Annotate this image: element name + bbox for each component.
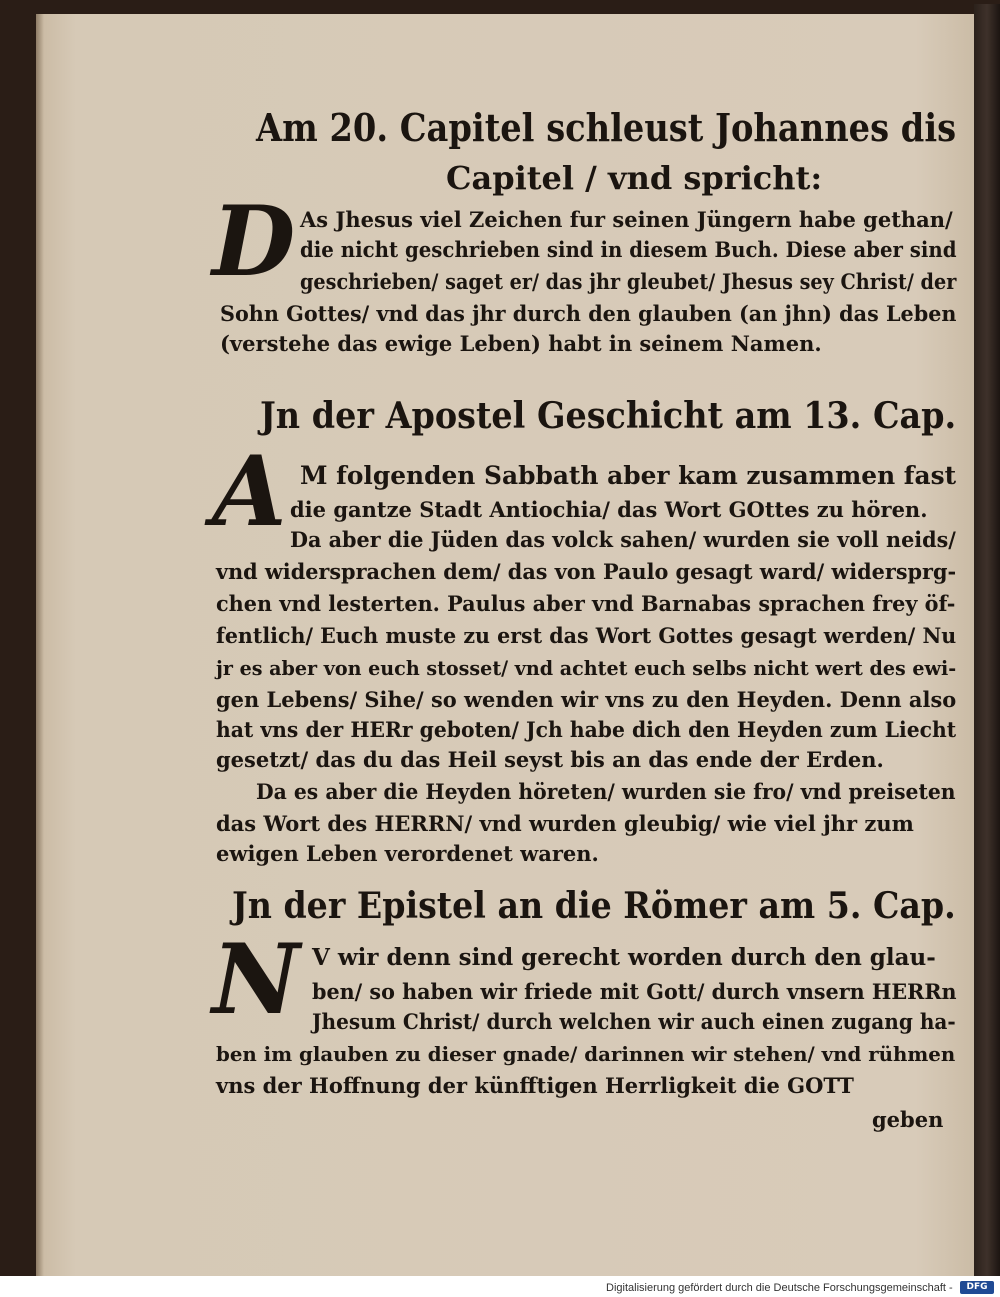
para2-line-1: M folgenden Sabbath aber kam zusammen fast [300, 461, 957, 490]
para2-line-8: gen Lebens/ Sihe/ so wenden wir vns zu den Heyden. Denn also [216, 687, 957, 712]
para2-line-10: gesetzt/ das du das Heil seyst bis an das ende der Erden. [216, 747, 884, 772]
para1-line-2: die nicht geschrieben sind in diesem Buch. Diese aber sind [300, 237, 957, 262]
heading-chapter-20-line-2: Capitel / vnd spricht: [446, 159, 823, 197]
drop-initial-a: A [212, 435, 287, 548]
para3-line-3: ewigen Leben verordenet waren. [216, 841, 599, 866]
para3-line-2: das Wort des HERRN/ vnd wurden gleubig/ wie viel jhr zum [216, 811, 914, 836]
heading-acts-13: Jn der Apostel Geschicht am 13. Cap. [260, 395, 957, 437]
para3-line-1: Da es aber die Heyden höreten/ wurden sie fro/ vnd preiseten [256, 779, 956, 804]
page-gutter-shadow [36, 14, 44, 1276]
para2-line-3: Da aber die Jüden das volck sahen/ wurden sie voll neids/ [290, 527, 956, 552]
para1-line-1: As Jhesus viel Zeichen fur seinen Jüngern habe gethan/ [300, 207, 953, 232]
digitization-credit: Digitalisierung gefördert durch die Deutsche Forschungsgemeinschaft - [606, 1282, 953, 1294]
para1-line-3: geschrieben/ saget er/ das jhr gleubet/ Jhesus sey Christ/ der [300, 269, 957, 294]
para1-line-5: (verstehe das ewige Leben) habt in seinem Namen. [220, 331, 822, 356]
para2-line-5: chen vnd lesterten. Paulus aber vnd Barnabas sprachen frey öf- [216, 591, 956, 616]
para2-line-4: vnd widersprachen dem/ das von Paulo gesagt ward/ widersprg- [216, 559, 957, 584]
heading-romans-5: Jn der Epistel an die Römer am 5. Cap. [232, 885, 956, 927]
para4-line-4: ben im glauben zu dieser gnade/ darinnen wir stehen/ vnd rühmen [216, 1042, 956, 1066]
para2-line-6: fentlich/ Euch muste zu erst das Wort Gottes gesagt werden/ Nu [216, 623, 957, 648]
heading-chapter-20-line-1: Am 20. Capitel schleust Johannes dis [256, 105, 957, 150]
drop-initial-d: D [212, 185, 296, 298]
para4-line-1: V wir denn sind gerecht worden durch den glau- [312, 944, 936, 971]
dfg-logo: DFG [960, 1281, 994, 1294]
para4-line-3: Jhesum Christ/ durch welchen wir auch einen zugang ha- [312, 1009, 956, 1034]
book-page [36, 14, 974, 1276]
para4-line-5: vns der Hoffnung der künfftigen Herrligkeit die GOTT [216, 1073, 854, 1098]
drop-initial-n: N [212, 923, 300, 1036]
para2-line-9: hat vns der HERr geboten/ Jch habe dich den Heyden zum Liecht [216, 717, 957, 742]
catchword: geben [872, 1107, 944, 1132]
para4-line-2: ben/ so haben wir friede mit Gott/ durch vnsern HERRn [312, 979, 957, 1004]
para1-line-4: Sohn Gottes/ vnd das jhr durch den glauben (an jhn) das Leben [220, 301, 957, 326]
para2-line-2: die gantze Stadt Antiochia/ das Wort GOttes zu hören. [290, 497, 928, 522]
para2-line-7: jr es aber von euch stosset/ vnd achtet euch selbs nicht wert des ewi- [216, 656, 957, 680]
book-edge [974, 4, 1000, 1276]
